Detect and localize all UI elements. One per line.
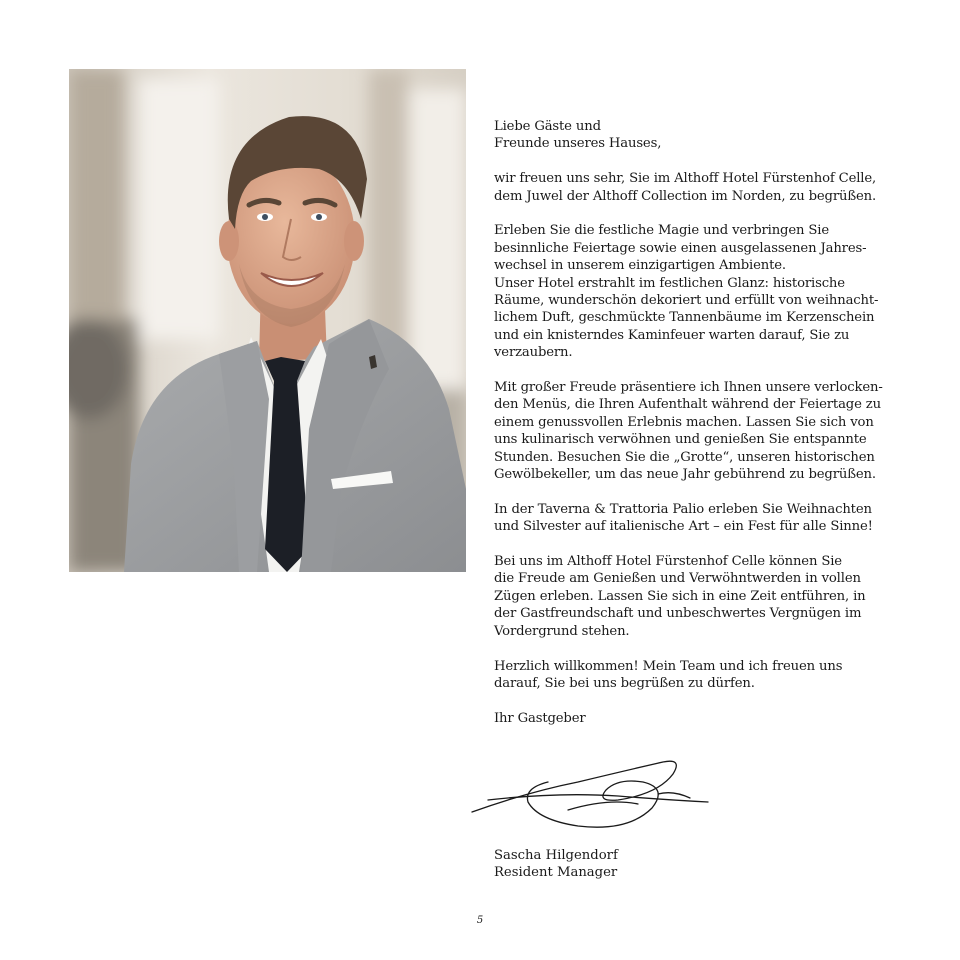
page-number: 5 [476, 915, 484, 926]
letter-closing: Ihr Gastgeber [494, 710, 586, 726]
letter-paragraph: Erleben Sie die festliche Magie und verbringen Sie besinnliche Feiertage sowie einen ausgelassenen Jahres- wechsel in unserem einzigartigen Ambiente. Unser Hotel erstrahlt im festlichen Glanz: historische Räume, wunderschön dekoriert und erfüllt von weihnacht- lichem Duft, geschmückte Tannenbäume im Kerzenschein und ein knisterndes Kaminfeuer warten darauf, Sie zu verzaubern. [494, 223, 879, 361]
portrait-illustration [69, 69, 466, 572]
letter-salutation: Liebe Gäste und Freunde unseres Hauses, [494, 119, 662, 152]
signer-title: Resident Manager [494, 865, 618, 881]
letter-paragraph: wir freuen uns sehr, Sie im Althoff Hotel Fürstenhof Celle, dem Juwel der Althoff Collection im Norden, zu begrüßen. [494, 171, 877, 204]
host-portrait-photo [69, 69, 466, 572]
signer-block [494, 847, 794, 882]
handwritten-signature [468, 752, 713, 840]
letter-paragraph: Herzlich willkommen! Mein Team und ich freuen uns darauf, Sie bei uns begrüßen zu dürfen. [494, 658, 843, 691]
signer-name: Sascha Hilgendorf [494, 848, 618, 863]
letter-paragraph: In der Taverna & Trattoria Palio erleben Sie Weihnachten und Silvester auf italienische Art – ein Fest für alle Sinne! [494, 501, 873, 535]
welcome-letter [494, 118, 904, 727]
letter-paragraph: Mit großer Freude präsentiere ich Ihnen unsere verlocken- den Menüs, die Ihren Aufenthalt während der Feiertage zu einem genussvollen Erlebnis machen. Lassen Sie sich von uns kulinarisch verwöhnen und genießen Sie entspannte Stunden. Besuchen Sie die „Grotte“, unseren historischen Gewölbekeller, um das neue Jahr gebührend zu begrüßen. [494, 380, 883, 483]
letter-paragraph: Bei uns im Althoff Hotel Fürstenhof Celle können Sie die Freude am Genießen und Verwöhntwerden in vollen Zügen erleben. Lassen Sie sich in eine Zeit entführen, in der Gastfreundschaft und unbeschwertes Vergnügen im Vordergrund stehen. [494, 554, 866, 639]
